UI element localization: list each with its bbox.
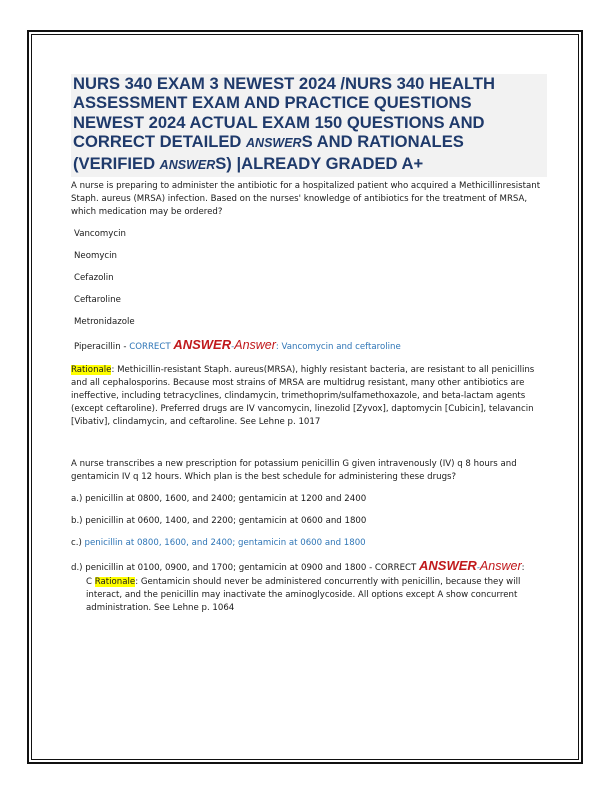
option-d-text: d.) penicillin at 0100, 0900, and 1700; gentamicin at 0900 and 1800 - CORRECT xyxy=(71,563,420,574)
option-c-text: penicillin at 0800, 1600, and 2400; gentamicin at 0600 and 1800 xyxy=(84,538,366,549)
question-1-answer-text: : Vancomycin and ceftaroline xyxy=(275,342,401,353)
question-1 xyxy=(71,180,541,429)
question-2 xyxy=(71,458,541,615)
question-2-option-d xyxy=(71,559,541,575)
answer-colon: : xyxy=(521,563,525,574)
answer-label: ANSWER xyxy=(419,558,477,574)
answer-dash: - xyxy=(231,342,235,353)
answer-dash: - xyxy=(476,563,480,574)
question-2-option-a: a.) penicillin at 0800, 1600, and 2400; gentamicin at 1200 and 2400 xyxy=(71,494,367,505)
question-2-option-c xyxy=(71,537,541,550)
title-text-1: NURS 340 EXAM 3 NEWEST 2024 /NURS 340 HEALTH ASSESSMENT EXAM AND PRACTICE QUESTIONS NEWEST 2024 ACTUAL EXAM 150 QUESTIONS AND CORRECT DETAILED xyxy=(73,74,496,152)
answer-sublabel: Answer xyxy=(234,338,276,353)
answer-sublabel: Answer xyxy=(479,559,522,574)
question-1-option: Neomycin xyxy=(74,251,117,262)
question-1-rationale xyxy=(71,364,541,429)
title-text-3: S) |ALREADY GRADED A+ xyxy=(215,153,424,173)
question-1-answer-line xyxy=(71,338,541,354)
document-title xyxy=(71,74,547,177)
question-2-rationale xyxy=(71,576,541,615)
title-text-2: S AND RATIONALES (VERIFIED xyxy=(73,132,464,173)
question-1-option: Ceftaroline xyxy=(74,295,121,306)
question-1-option: Vancomycin xyxy=(74,229,126,240)
question-1-option: Metronidazole xyxy=(74,317,135,328)
title-italic-1: ANSWER xyxy=(246,136,302,151)
title-italic-2: ANSWER xyxy=(159,157,216,172)
option-c-prefix: c.) xyxy=(71,538,85,549)
answer-label: ANSWER xyxy=(173,337,232,353)
question-2-option-b: b.) penicillin at 0600, 1400, and 2200; gentamicin at 0600 and 1800 xyxy=(71,516,367,527)
rationale-text: : Gentamicin should never be administered concurrently with penicillin, because they will interact, and the penicillin may inactivate the aminoglycoside. All options except A show concurrent administration. See Lehne p. 1064 xyxy=(86,577,521,614)
rationale-label: Rationale xyxy=(71,365,112,376)
document-content xyxy=(71,74,541,615)
rationale-text: : Methicillin-resistant Staph. aureus(MRSA), highly resistant bacteria, are resistant to all penicillins and all cephalosporins. Because most strains of MRSA are multidrug resistant, many other antibiotics are ineffective, including tetracyclines, clindamycin, trimethoprim/sulfamethoxazole, and beta-lactam agents (except ceftaroline). Preferred drugs are IV vancomycin, linezolid [Zyvox], daptomycin [Cubicin], telavancin [Vibativ], clindamycin, and ceftaroline. See Lehne p. 1017 xyxy=(71,365,535,428)
question-1-option: Cefazolin xyxy=(74,273,114,284)
question-1-last-option: Piperacillin - xyxy=(74,342,130,353)
question-2-text: A nurse transcribes a new prescription for potassium penicillin G given intravenously (IV) q 8 hours and gentamicin IV q 12 hours. Which plan is the best schedule for administering these drugs? xyxy=(71,459,517,483)
correct-label: CORRECT xyxy=(129,342,174,353)
question-1-text: A nurse is preparing to administer the antibiotic for a hospitalized patient who acquired a Methicillinresistant Staph. aureus (MRSA) infection. Based on the nurses' knowledge of antibiotics for the treatment of MRSA, which medication may be ordered? xyxy=(71,181,541,218)
answer-letter: C xyxy=(86,577,95,588)
rationale-label: Rationale xyxy=(94,577,136,588)
